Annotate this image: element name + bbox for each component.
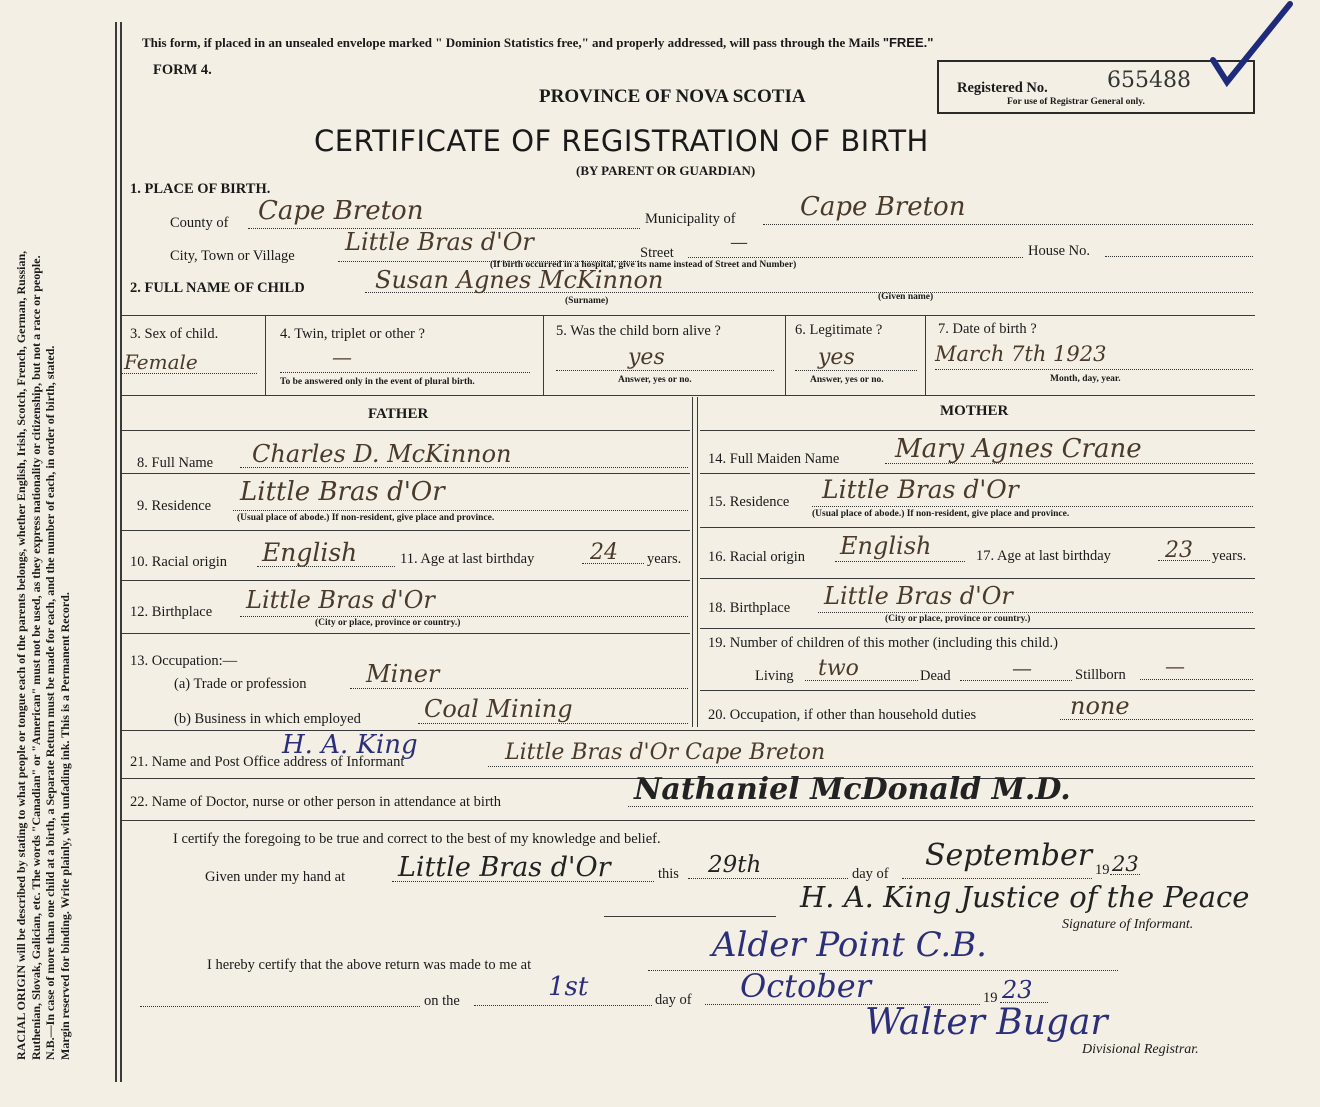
sex-value: Female — [124, 350, 198, 374]
living-value: two — [818, 656, 859, 681]
father-business-label: (b) Business in which employed — [174, 711, 361, 727]
page-subtitle: (BY PARENT OR GUARDIAN) — [576, 163, 756, 178]
registrar-month-value: October — [740, 967, 871, 1005]
this-label: this — [658, 866, 679, 882]
father-name-label: 8. Full Name — [137, 455, 214, 471]
mother-birthplace-label: 18. Birthplace — [708, 600, 791, 616]
father-trade-label: (a) Trade or profession — [174, 676, 307, 692]
registrar-statement: I hereby certify that the above return was made to me at — [207, 957, 532, 973]
county-value: Cape Breton — [258, 196, 424, 226]
mother-age-label: 17. Age at last birthday — [976, 548, 1111, 564]
doctor-label: 22. Name of Doctor, nurse or other person in attendance at birth — [130, 794, 502, 810]
informant-address-value: Little Bras d'Or Cape Breton — [505, 740, 826, 765]
house-number-label: House No. — [1028, 243, 1091, 259]
given-label: Given under my hand at — [205, 869, 346, 885]
page-title: CERTIFICATE OF REGISTRATION OF BIRTH — [314, 124, 929, 158]
mother-years: years. — [1212, 548, 1247, 564]
mother-name-label: 14. Full Maiden Name — [708, 451, 840, 467]
father-birthplace-note: (City or place, province or country.) — [315, 618, 461, 628]
father-racial-label: 10. Racial origin — [130, 554, 228, 570]
margin-binding-note: Margin reserved for binding. Write plainly, with unfading ink. This is a Permanent Record. — [57, 592, 72, 1060]
margin-rule — [115, 22, 117, 1082]
dob-value: March 7th 1923 — [935, 342, 1107, 366]
signature-label: Signature of Informant. — [1062, 917, 1194, 932]
mother-residence-note: (Usual place of abode.) If non-resident, give place and province. — [812, 509, 1070, 519]
mother-children-label: 19. Number of children of this mother (including this child.) — [708, 635, 1058, 651]
father-business-value: Coal Mining — [424, 695, 573, 723]
mother-occupation-value: none — [1070, 692, 1130, 720]
given-day-value: 29th — [708, 852, 762, 878]
mailing-notice: This form, if placed in an unsealed envelope marked " Dominion Statistics free," and properly addressed, will pass through the Mails "FREE." — [142, 35, 934, 50]
registrar-note: For use of Registrar General only. — [1007, 97, 1145, 107]
father-occupation-label: 13. Occupation:— — [130, 653, 238, 669]
mother-racial-label: 16. Racial origin — [708, 549, 806, 565]
legitimate-note: Answer, yes or no. — [810, 375, 884, 385]
registrar-signature: Walter Bugar — [865, 1002, 1108, 1043]
province-heading: PROVINCE OF NOVA SCOTIA — [539, 86, 806, 107]
registrar-day-value: 1st — [548, 972, 589, 1002]
hospital-note: (If birth occurred in a hospital, give its name instead of Street and Number) — [490, 260, 797, 270]
given-name-note: (Given name) — [878, 292, 934, 302]
county-label: County of — [170, 215, 229, 231]
binding-margin — [14, 20, 114, 1080]
given-place-value: Little Bras d'Or — [398, 852, 611, 883]
registrar-place-value: Alder Point C.B. — [712, 925, 987, 965]
legitimate-value: yes — [818, 345, 855, 370]
mother-occupation-label: 20. Occupation, if other than household duties — [708, 707, 977, 723]
father-residence-label: 9. Residence — [137, 498, 212, 514]
dob-label: 7. Date of birth ? — [938, 321, 1037, 337]
mother-birthplace-note: (City or place, province or country.) — [885, 614, 1031, 624]
check-mark-icon — [1205, 0, 1295, 100]
alive-note: Answer, yes or no. — [618, 375, 692, 385]
father-residence-note: (Usual place of abode.) If non-resident, give place and province. — [237, 513, 495, 523]
municipality-value: Cape Breton — [800, 192, 966, 222]
living-label: Living — [755, 668, 794, 684]
dead-value: — — [1012, 656, 1032, 680]
child-name-label: 2. FULL NAME OF CHILD — [130, 280, 305, 296]
stillborn-label: Stillborn — [1075, 667, 1126, 683]
father-birthplace-value: Little Bras d'Or — [246, 586, 435, 614]
mother-residence-label: 15. Residence — [708, 494, 790, 510]
street-value: — — [730, 232, 748, 253]
certify-statement: I certify the foregoing to be true and correct to the best of my knowledge and belief. — [173, 831, 661, 847]
city-value: Little Bras d'Or — [345, 228, 534, 256]
margin-nb-note: N.B.—In case of more than one child at a birth, a Separate Return must be made for each, and the number of each, in order of birth, stated. — [43, 345, 58, 1060]
informant-label: 21. Name and Post Office address of Informant — [130, 754, 405, 770]
on-the-label: on the — [424, 993, 460, 1009]
father-trade-value: Miner — [366, 660, 440, 688]
father-years: years. — [647, 551, 682, 567]
registrar-year-value: 23 — [1002, 976, 1033, 1004]
margin-rule-2 — [120, 22, 122, 1082]
form-number: FORM 4. — [153, 62, 212, 78]
street-label: Street — [640, 245, 674, 261]
registrar-year-prefix: 19 — [983, 990, 998, 1006]
father-age-value: 24 — [590, 540, 618, 565]
father-heading: FATHER — [368, 406, 429, 422]
dead-label: Dead — [920, 668, 951, 684]
twin-label: 4. Twin, triplet or other ? — [280, 326, 425, 342]
twin-note: To be answered only in the event of plural birth. — [280, 377, 475, 387]
father-age-label: 11. Age at last birthday — [400, 551, 535, 567]
section-place-of-birth: 1. PLACE OF BIRTH. — [130, 181, 271, 197]
given-day-of-label: day of — [852, 866, 889, 882]
mother-heading: MOTHER — [940, 403, 1009, 419]
given-year-prefix: 19 — [1095, 862, 1110, 878]
father-birthplace-label: 12. Birthplace — [130, 604, 213, 620]
father-racial-value: English — [262, 538, 358, 567]
dob-note: Month, day, year. — [1050, 374, 1121, 384]
child-name-value: Susan Agnes McKinnon — [375, 266, 664, 294]
margin-racial-note: RACIAL ORIGIN will be described by stating to what people or tongue each of the parents belongs, whether English, Irish, Scotch, French, German, Russian, — [14, 250, 28, 1060]
father-residence-value: Little Bras d'Or — [240, 477, 445, 507]
mother-name-value: Mary Agnes Crane — [895, 434, 1142, 464]
mother-age-value: 23 — [1165, 538, 1193, 563]
sex-label: 3. Sex of child. — [130, 326, 219, 342]
legitimate-label: 6. Legitimate ? — [795, 322, 883, 338]
given-month-value: September — [925, 838, 1093, 873]
informant-name-value: H. A. King — [282, 730, 418, 760]
margin-racial-note-2: Ruthenian, Slovak, Galician, etc. The words "Canadian" or "American" must not be used, as they express nationality or citizenship, but not a race or people. — [28, 255, 43, 1060]
registrar-day-of-label: day of — [655, 992, 692, 1008]
surname-note: (Surname) — [565, 296, 609, 306]
mother-residence-value: Little Bras d'Or — [822, 475, 1019, 504]
city-label: City, Town or Village — [170, 248, 295, 264]
mother-racial-value: English — [840, 532, 932, 560]
alive-value: yes — [628, 345, 665, 370]
registered-label: Registered No. — [957, 80, 1048, 96]
informant-signature: H. A. King Justice of the Peace — [800, 880, 1250, 914]
alive-label: 5. Was the child born alive ? — [556, 323, 721, 339]
doctor-value: Nathaniel McDonald M.D. — [634, 772, 1071, 807]
registrar-title: Divisional Registrar. — [1082, 1042, 1199, 1057]
registered-number: 655488 — [1107, 68, 1191, 93]
stillborn-value: — — [1165, 654, 1185, 678]
twin-value: — — [332, 345, 352, 369]
municipality-label: Municipality of — [645, 211, 736, 227]
father-name-value: Charles D. McKinnon — [252, 440, 512, 468]
mother-birthplace-value: Little Bras d'Or — [824, 582, 1013, 610]
given-year-value: 23 — [1112, 852, 1139, 876]
